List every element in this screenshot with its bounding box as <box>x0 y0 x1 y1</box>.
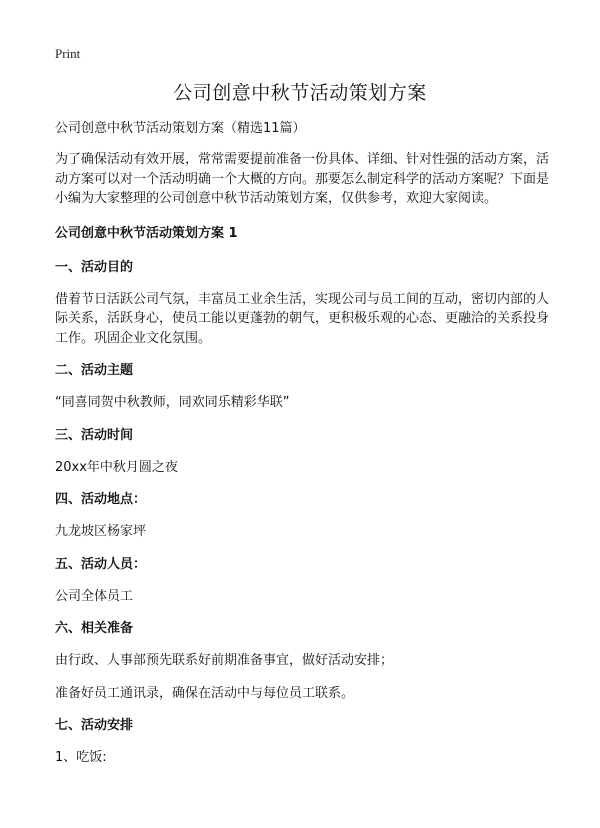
section-paragraph: 九龙坡区杨家坪 <box>55 524 147 539</box>
section-paragraph: “同喜同贺中秋教师，同欢同乐精彩华联” <box>55 395 290 410</box>
plan-title: 公司创意中秋节活动策划方案 1 <box>55 225 238 241</box>
section-heading: 五、活动人员： <box>55 556 147 572</box>
section-heading: 三、活动时间 <box>55 427 134 443</box>
section-heading: 七、活动安排 <box>55 718 134 733</box>
section-heading: 四、活动地点： <box>55 492 147 507</box>
section-paragraph: 准备好员工通讯录，确保在活动中与每位员工联系。 <box>55 685 355 701</box>
page-title: 公司创意中秋节活动策划方案 <box>173 82 427 104</box>
document-body <box>55 119 555 781</box>
print-link[interactable]: Print <box>55 46 81 61</box>
section-participants <box>55 555 555 607</box>
section-paragraph: 借着节日活跃公司气氛，丰富员工业余生活，实现公司与员工间的互动，密切内部的人际关系，活跃身心，使员工能以更蓬勃的朝气，更积极乐观的心态、更融洽的关系投身工作。巩固企业文化氛围。 <box>55 291 550 346</box>
section-time <box>55 426 555 478</box>
section-paragraph: 由行政、人事部预先联系好前期准备事宜，做好活动安排； <box>55 653 394 668</box>
section-paragraph: 20xx年中秋月圆之夜 <box>55 459 178 475</box>
section-schedule <box>55 716 555 768</box>
section-heading: 一、活动目的 <box>55 259 134 275</box>
section-location <box>55 490 555 542</box>
section-paragraph: 公司全体员工 <box>55 588 134 604</box>
section-heading: 六、相关准备 <box>55 621 134 636</box>
section-purpose <box>55 258 555 349</box>
section-preparation <box>55 619 555 703</box>
document-subtitle: 公司创意中秋节活动策划方案（精选11篇） <box>55 121 306 136</box>
section-paragraph: 1、吃饭: <box>55 750 107 765</box>
section-heading: 二、活动主题 <box>55 363 134 378</box>
intro-paragraph: 为了确保活动有效开展，常常需要提前准备一份具体、详细、针对性强的活动方案，活动方案可以对一个活动明确一个大概的方向。那要怎么制定科学的活动方案呢？下面是小编为大家整理的公司创意中秋节活动策划方案，仅供参考，欢迎大家阅读。 <box>55 152 550 206</box>
section-theme <box>55 361 555 413</box>
